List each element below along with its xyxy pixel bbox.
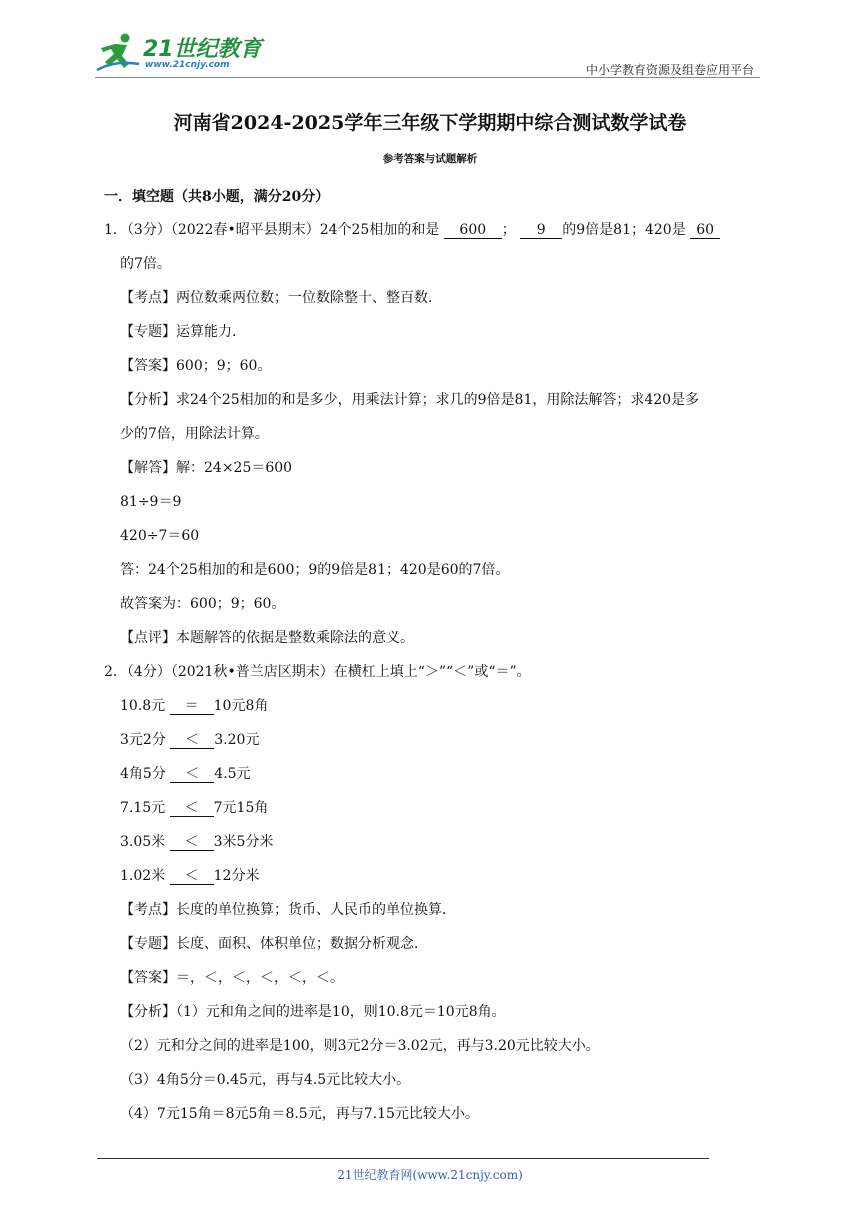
q1-stem: 1．（3分）（2022春•昭平县期末）24个25相加的和是 600 ； 9 的9倍是81；420是 60 [104, 219, 720, 239]
footer-divider [97, 1158, 709, 1159]
q1-answer: 【答案】600；9；60。 [120, 358, 272, 374]
site-logo [95, 30, 265, 76]
q2-answer-blank: ＝ [170, 699, 214, 715]
q2-zhuanti: 【专题】长度、面积、体积单位；数据分析观念． [120, 936, 428, 952]
q2-row: 4角5分 ＜ 4.5元 [120, 766, 251, 782]
q1-jieda: 【解答】解：24×25＝600 [120, 460, 293, 476]
q2-row: 3元2分 ＜ 3.20元 [120, 732, 260, 748]
q2-row: 10.8元 ＝ 10元8角 [120, 698, 269, 714]
q1-da: 答：24个25相加的和是600；9的9倍是81；420是60的7倍。 [120, 562, 510, 578]
header-divider [95, 77, 760, 78]
q2-answer-blank: ＜ [170, 801, 214, 817]
section-heading: 一．填空题（共8小题，满分20分） [104, 189, 330, 205]
page-title: 河南省2024-2025学年三年级下学期期中综合测试数学试卷 [173, 112, 687, 134]
q1-answer-blank-2: 9 [520, 223, 562, 239]
q1-dianping: 【点评】本题解答的依据是整数乘除法的意义。 [120, 630, 414, 646]
q2-answer: 【答案】＝，＜，＜，＜，＜，＜。 [120, 970, 344, 986]
q2-answer-blank: ＜ [170, 767, 214, 783]
runner-logo-icon [95, 30, 143, 76]
platform-label: 中小学教育资源及组卷应用平台 [585, 63, 754, 77]
q2-stem: 2．（4分）（2021秋•普兰店区期末）在横杠上填上“＞”“＜”或“＝”。 [104, 664, 531, 680]
q1-fenxi-2: 少的7倍，用除法计算。 [120, 426, 269, 442]
footer-link[interactable]: 21世纪教育网(www.21cnjy.com) [337, 1168, 523, 1182]
q2-answer-blank: ＜ [170, 733, 214, 749]
q2-kaodian: 【考点】长度的单位换算；货币、人民币的单位换算． [120, 902, 456, 918]
q2-answer-blank: ＜ [170, 835, 214, 851]
page-subtitle: 参考答案与试题解析 [382, 153, 478, 165]
q2-row: 3.05米 ＜ 3米5分米 [120, 834, 274, 850]
q2-fenxi-4: （4）7元15角＝8元5角＝8.5元，再与7.15元比较大小。 [120, 1106, 479, 1122]
page-header [95, 30, 760, 78]
q1-kaodian: 【考点】两位数乘两位数；一位数除整十、整百数． [120, 290, 442, 306]
q1-answer-blank-1: 600 [444, 223, 502, 239]
q1-gu: 故答案为：600；9；60。 [120, 596, 286, 612]
logo-text: 21世纪教育 [143, 37, 262, 62]
q2-fenxi-3: （3）4角5分＝0.45元，再与4.5元比较大小。 [120, 1072, 411, 1088]
q2-fenxi-1: 【分析】（1）元和角之间的进率是10，则10.8元＝10元8角。 [120, 1004, 506, 1020]
q1-zhuanti: 【专题】运算能力． [120, 324, 246, 340]
q1-calc-2: 81÷9＝9 [120, 494, 182, 510]
q1-calc-3: 420÷7＝60 [120, 528, 200, 544]
q2-row: 7.15元 ＜ 7元15角 [120, 800, 269, 816]
q2-fenxi-2: （2）元和分之间的进率是100，则3元2分＝3.02元，再与3.20元比较大小。 [120, 1038, 600, 1054]
q1-stem-cont: 的7倍。 [120, 256, 171, 272]
q2-row: 1.02米 ＜ 12分米 [120, 868, 260, 884]
q1-answer-blank-3: 60 [690, 223, 720, 239]
q1-fenxi-1: 【分析】求24个25相加的和是多少，用乘法计算；求几的9倍是81，用除法解答；求420是多 [120, 392, 700, 408]
logo-url: www.21cnjy.com [145, 60, 230, 70]
q2-answer-blank: ＜ [170, 869, 214, 885]
